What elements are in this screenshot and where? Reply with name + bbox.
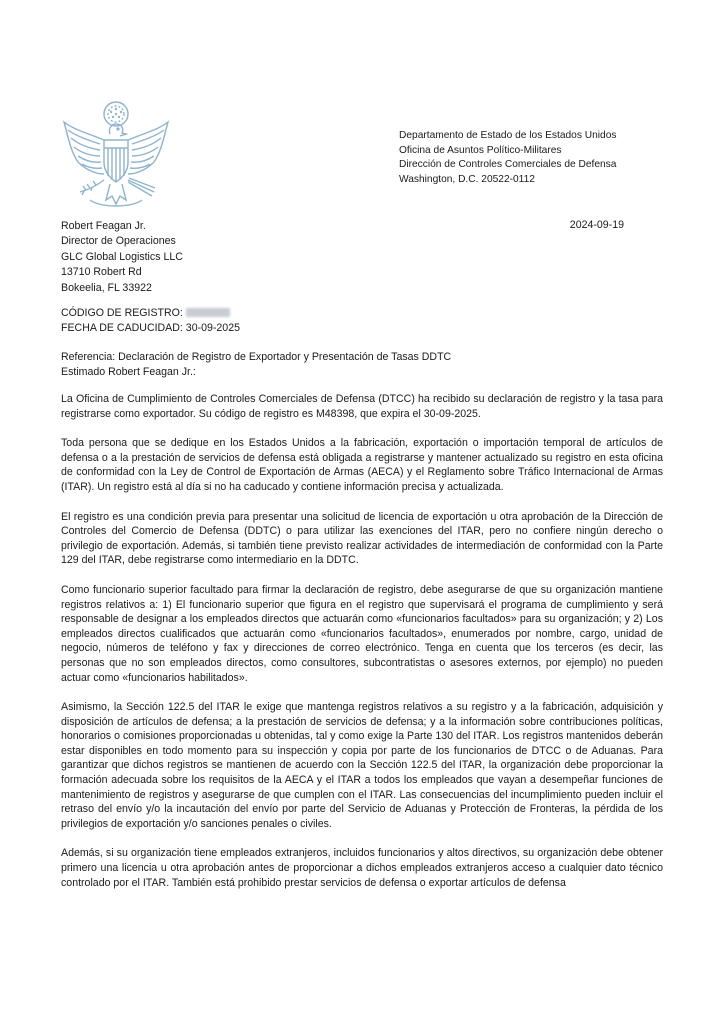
recipient-city: Bokeelia, FL 33922 [61, 281, 152, 294]
recipient-name: Robert Feagan Jr. [61, 220, 146, 232]
body-paragraph: La Oficina de Cumplimiento de Controles Comerciales de Defensa (DTCC) ha recibido su declaración de registro y la tasa para registrarse como exportador. Su código de registro es M48398, que expira el 30-09-2025. [61, 393, 663, 420]
body-paragraph: Asimismo, la Sección 122.5 del ITAR le exige que mantenga registros relativos a su registro y a la fabricación, adquisición y disposición de artículos de defensa; a la prestación de servicios de defensa; y a la información sobre contribuciones políticas, honorarios o comisiones proporcionadas u obtenidas, tal y como exige la Parte 130 del ITAR. Los registros mantenidos deberán estar disponibles en todo momento para su inspección y copia por parte de los funcionarios de DTCC o de Aduanas. Para garantizar que dichos registros se mantienen de acuerdo con la Sección 122.5 del ITAR, la organización debe proporcionar la formación adecuada sobre los requisitos de la AECA y el ITAR a todos los empleados que vayan a desempeñar funciones de mantenimiento de registros y asegurarse de que cumplen con el ITAR. Las consecuencias del incumplimiento pueden incluir el retraso del envío y/o la incautación del envío por parte del Servicio de Aduanas y Protección de Fronteras, la pérdida de los privilegios de exportación y/o sanciones penales o civiles. [61, 701, 663, 830]
letter-body [61, 392, 663, 890]
registration-block [61, 306, 240, 336]
great-seal-eagle-icon [60, 100, 172, 218]
recipient-street: 13710 Robert Rd [61, 266, 142, 279]
redacted-registration-code [186, 308, 230, 317]
sender-line: Departamento de Estado de los Estados Unidos [399, 130, 617, 141]
expiry-value: 30-09-2025 [185, 322, 240, 334]
greeting: Estimado Robert Feagan Jr.: [61, 366, 196, 378]
sender-address [399, 129, 616, 187]
recipient-address [61, 219, 183, 296]
body-paragraph: Toda persona que se dedique en los Estados Unidos a la fabricación, exportación o importación temporal de artículos de defensa o a la prestación de servicios de defensa está obligada a registrarse y mantener actualizado su registro en esta oficina de conformidad con la Ley de Control de Exportación de Armas (AECA) y el Reglamento sobre Tráfico Internacional de Armas (ITAR). Un registro está al día si no ha caducado y contiene información precisa y actualizada. [61, 437, 663, 493]
body-paragraph: El registro es una condición previa para presentar una solicitud de licencia de exportación u otra aprobación de la Dirección de Controles del Comercio de Defensa (DDTC) o para utilizar las exenciones del ITAR, pero no confiere ningún derecho o privilegio de exportación. Además, si también tiene previsto realizar actividades de intermediación de conformidad con la Parte 129 del ITAR, debe registrarse como intermediario en la DDTC. [61, 510, 663, 567]
sender-line: Washington, D.C. 20522-0112 [399, 173, 535, 185]
reference-line: Referencia: Declaración de Registro de Exportador y Presentación de Tasas DDTC [61, 351, 452, 363]
reference-block [61, 350, 451, 380]
sender-line: Dirección de Controles Comerciales de Defensa [399, 159, 617, 171]
body-paragraph: Como funcionario superior facultado para firmar la declaración de registro, debe asegurarse de que su organización mantiene registros relativos a: 1) El funcionario superior que figura en el registro que supervisará el programa de cumplimiento y será responsable de designar a los empleados directos que actuarán como «funcionarios facultados» para su organización; y 2) Los empleados directos cualificados que actuarán como «funcionarios facultados», enumerados por nombre, cargo, unidad de negocio, números de teléfono y fax y direcciones de correo electrónico. Tenga en cuenta que los terceros (es decir, las personas que no son empleados directos, como consultores, subcontratistas o asesores externos, por ejemplo) no pueden actuar como «funcionarios habilitados». [61, 583, 663, 684]
body-paragraph: Además, si su organización tiene empleados extranjeros, incluidos funcionarios y altos directivos, su organización debe obtener primero una licencia u otra aprobación antes de proporcionar a dichos empleados extranjeros acceso a cualquier dato técnico controlado por el ITAR. También está prohibido prestar servicios de defensa o exportar artículos de defensa [61, 847, 663, 889]
registration-code-label: CÓDIGO DE REGISTRO: [61, 307, 183, 319]
sender-line: Oficina de Asuntos Político-Militares [399, 144, 562, 156]
letter-date: 2024-09-19 [569, 219, 624, 231]
expiry-label: FECHA DE CADUCIDAD: [61, 322, 183, 334]
recipient-title: Director de Operaciones [61, 235, 176, 248]
recipient-company: GLC Global Logistics LLC [61, 250, 183, 263]
